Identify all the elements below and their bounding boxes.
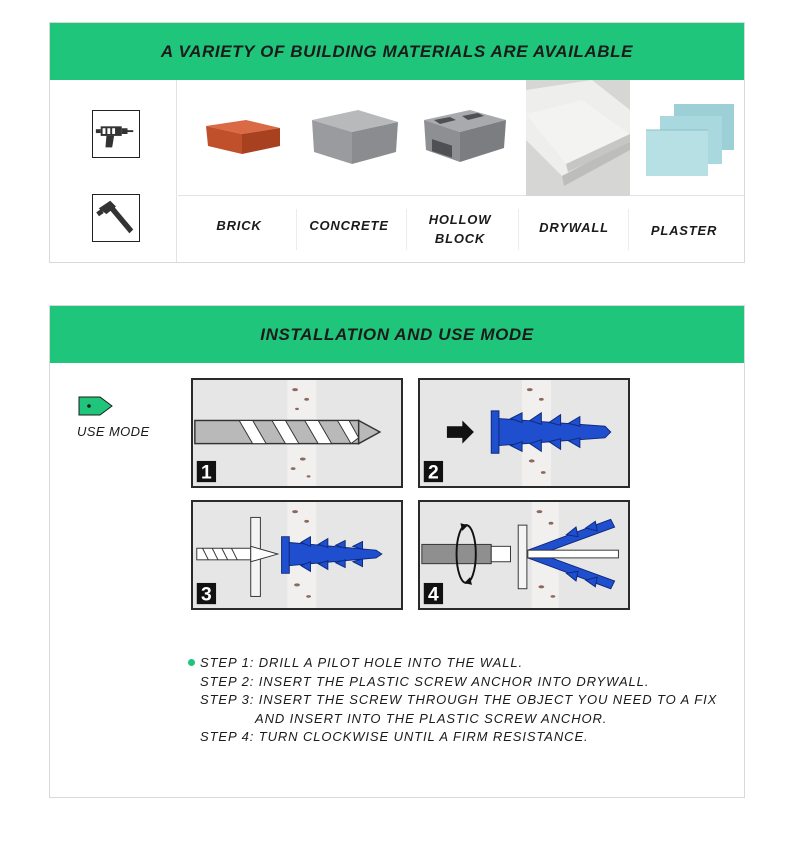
hammer-icon <box>92 194 140 242</box>
installation-title: INSTALLATION AND USE MODE <box>260 324 534 344</box>
concrete-image <box>298 80 410 196</box>
step-4-image <box>418 500 630 610</box>
material-labels-row <box>178 197 744 262</box>
step-1-label: STEP 1: DRILL A PILOT HOLE INTO THE WALL. <box>200 655 523 670</box>
tag-icon <box>78 396 114 416</box>
hollow-block-image <box>410 80 522 196</box>
material-label-plaster: PLASTER <box>650 223 718 238</box>
step-3-continued-text: AND INSERT INTO THE PLASTIC SCREW ANCHOR. <box>255 710 608 726</box>
brick-image <box>190 80 302 196</box>
drywall-image <box>522 80 634 196</box>
step-4-number: 4 <box>428 584 439 606</box>
tool-column <box>50 80 177 262</box>
step-3-text: STEP 3: INSERT THE SCREW THROUGH THE OBJECT YOU NEED TO A FIX <box>200 692 718 708</box>
bullet-icon <box>188 659 195 666</box>
step-1-number: 1 <box>201 462 212 484</box>
step-3-image <box>191 500 403 610</box>
material-label-concrete: CONCRETE <box>309 218 389 233</box>
plaster-image <box>634 80 746 196</box>
installation-banner <box>50 306 744 363</box>
material-label-drywall: DRYWALL <box>539 220 609 235</box>
materials-table <box>50 80 744 262</box>
materials-title: A VARIETY OF BUILDING MATERIALS ARE AVAILABLE <box>160 41 634 61</box>
materials-panel <box>49 22 745 263</box>
step-2-text: STEP 2: INSERT THE PLASTIC SCREW ANCHOR INTO DRYWALL. <box>200 673 650 689</box>
step-1-text <box>188 654 717 673</box>
step-instructions <box>188 654 717 747</box>
step-4-text: STEP 4: TURN CLOCKWISE UNTIL A FIRM RESISTANCE. <box>200 729 589 745</box>
step-2-image <box>418 378 630 488</box>
material-images-row <box>178 80 744 196</box>
material-label-brick: BRICK <box>216 218 262 233</box>
step-3-number: 3 <box>201 584 212 606</box>
step-1-image <box>191 378 403 488</box>
use-mode-label: USE MODE <box>77 424 150 439</box>
installation-panel <box>49 305 745 798</box>
material-label-hollow: HOLLOW <box>428 212 492 227</box>
material-label-block: BLOCK <box>434 231 486 246</box>
materials-banner <box>50 23 744 80</box>
step-2-number: 2 <box>428 462 439 484</box>
material-label-hollow-block <box>404 210 516 248</box>
drill-icon <box>92 110 140 158</box>
